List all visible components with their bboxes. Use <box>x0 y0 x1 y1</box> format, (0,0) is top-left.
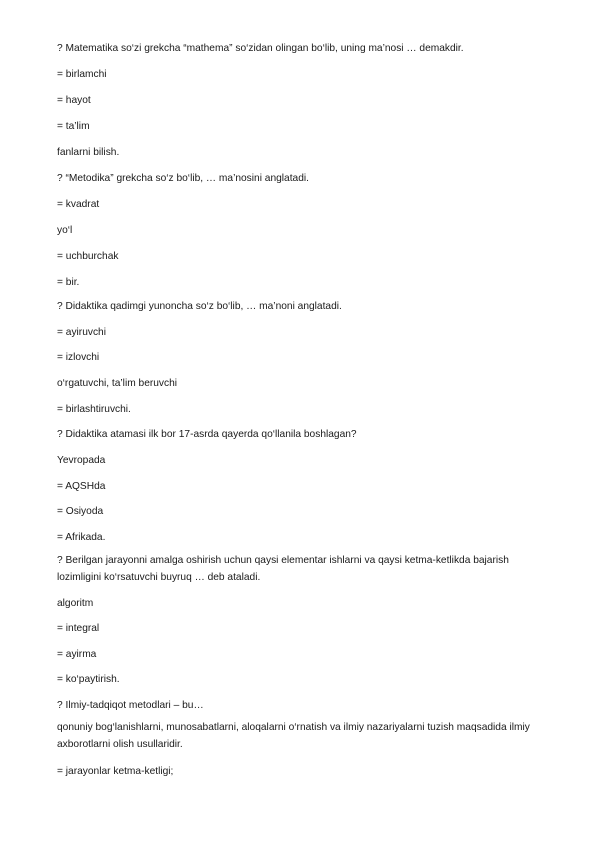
answer-option: = ayirma <box>57 649 97 660</box>
question-5: ? Berilgan jarayonni amalga oshirish uchun qaysi elementar ishlarni va qaysi ketma-ketlikda bajarish lozimligini ko‘rsatuvchi buyruq … deb ataladi. <box>57 555 509 583</box>
correct-answer: o‘rgatuvchi, ta’lim beruvchi <box>57 378 178 389</box>
answer-option: = jarayonlar ketma-ketligi; <box>57 766 174 777</box>
answer-option: = Afrikada. <box>57 532 106 543</box>
answer-option: = bir. <box>57 277 80 288</box>
answer-option: = Osiyoda <box>57 506 104 517</box>
question-3: ? Didaktika qadimgi yunoncha so‘z bo‘lib, … ma’noni anglatadi. <box>57 301 342 312</box>
answer-option: = birlashtiruvchi. <box>57 404 131 415</box>
answer-option: = izlovchi <box>57 352 100 363</box>
question-1: ? Matematika so‘zi grekcha “mathema” so‘zidan olingan bo‘lib, uning ma’nosi … demakdir. <box>57 43 464 54</box>
answer-option: = ko‘paytirish. <box>57 674 120 685</box>
answer-option: = ayiruvchi <box>57 327 106 338</box>
answer-option: = AQSHda <box>57 481 106 492</box>
answer-option: = hayot <box>57 95 91 106</box>
question-2: ? “Metodika” grekcha so‘z bo‘lib, … ma’nosini anglatadi. <box>57 173 309 184</box>
question-4: ? Didaktika atamasi ilk bor 17-asrda qayerda qo‘llanila boshlagan? <box>57 429 357 440</box>
answer-option: = birlamchi <box>57 69 107 80</box>
answer-option: = ta’lim <box>57 121 90 132</box>
question-6: ? Ilmiy-tadqiqot metodlari – bu… <box>57 700 204 711</box>
correct-answer: algoritm <box>57 598 94 609</box>
correct-answer: qonuniy bog‘lanishlarni, munosabatlarni, aloqalarni o‘rnatish va ilmiy nazariyalarni tuzish maqsadida ilmiy axborotlarni olish usullaridir. <box>57 722 530 750</box>
answer-option: = integral <box>57 623 100 634</box>
correct-answer: fanlarni bilish. <box>57 147 120 158</box>
correct-answer: yo‘l <box>57 225 73 236</box>
correct-answer: Yevropada <box>57 455 106 466</box>
answer-option: = kvadrat <box>57 199 100 210</box>
answer-option: = uchburchak <box>57 251 119 262</box>
